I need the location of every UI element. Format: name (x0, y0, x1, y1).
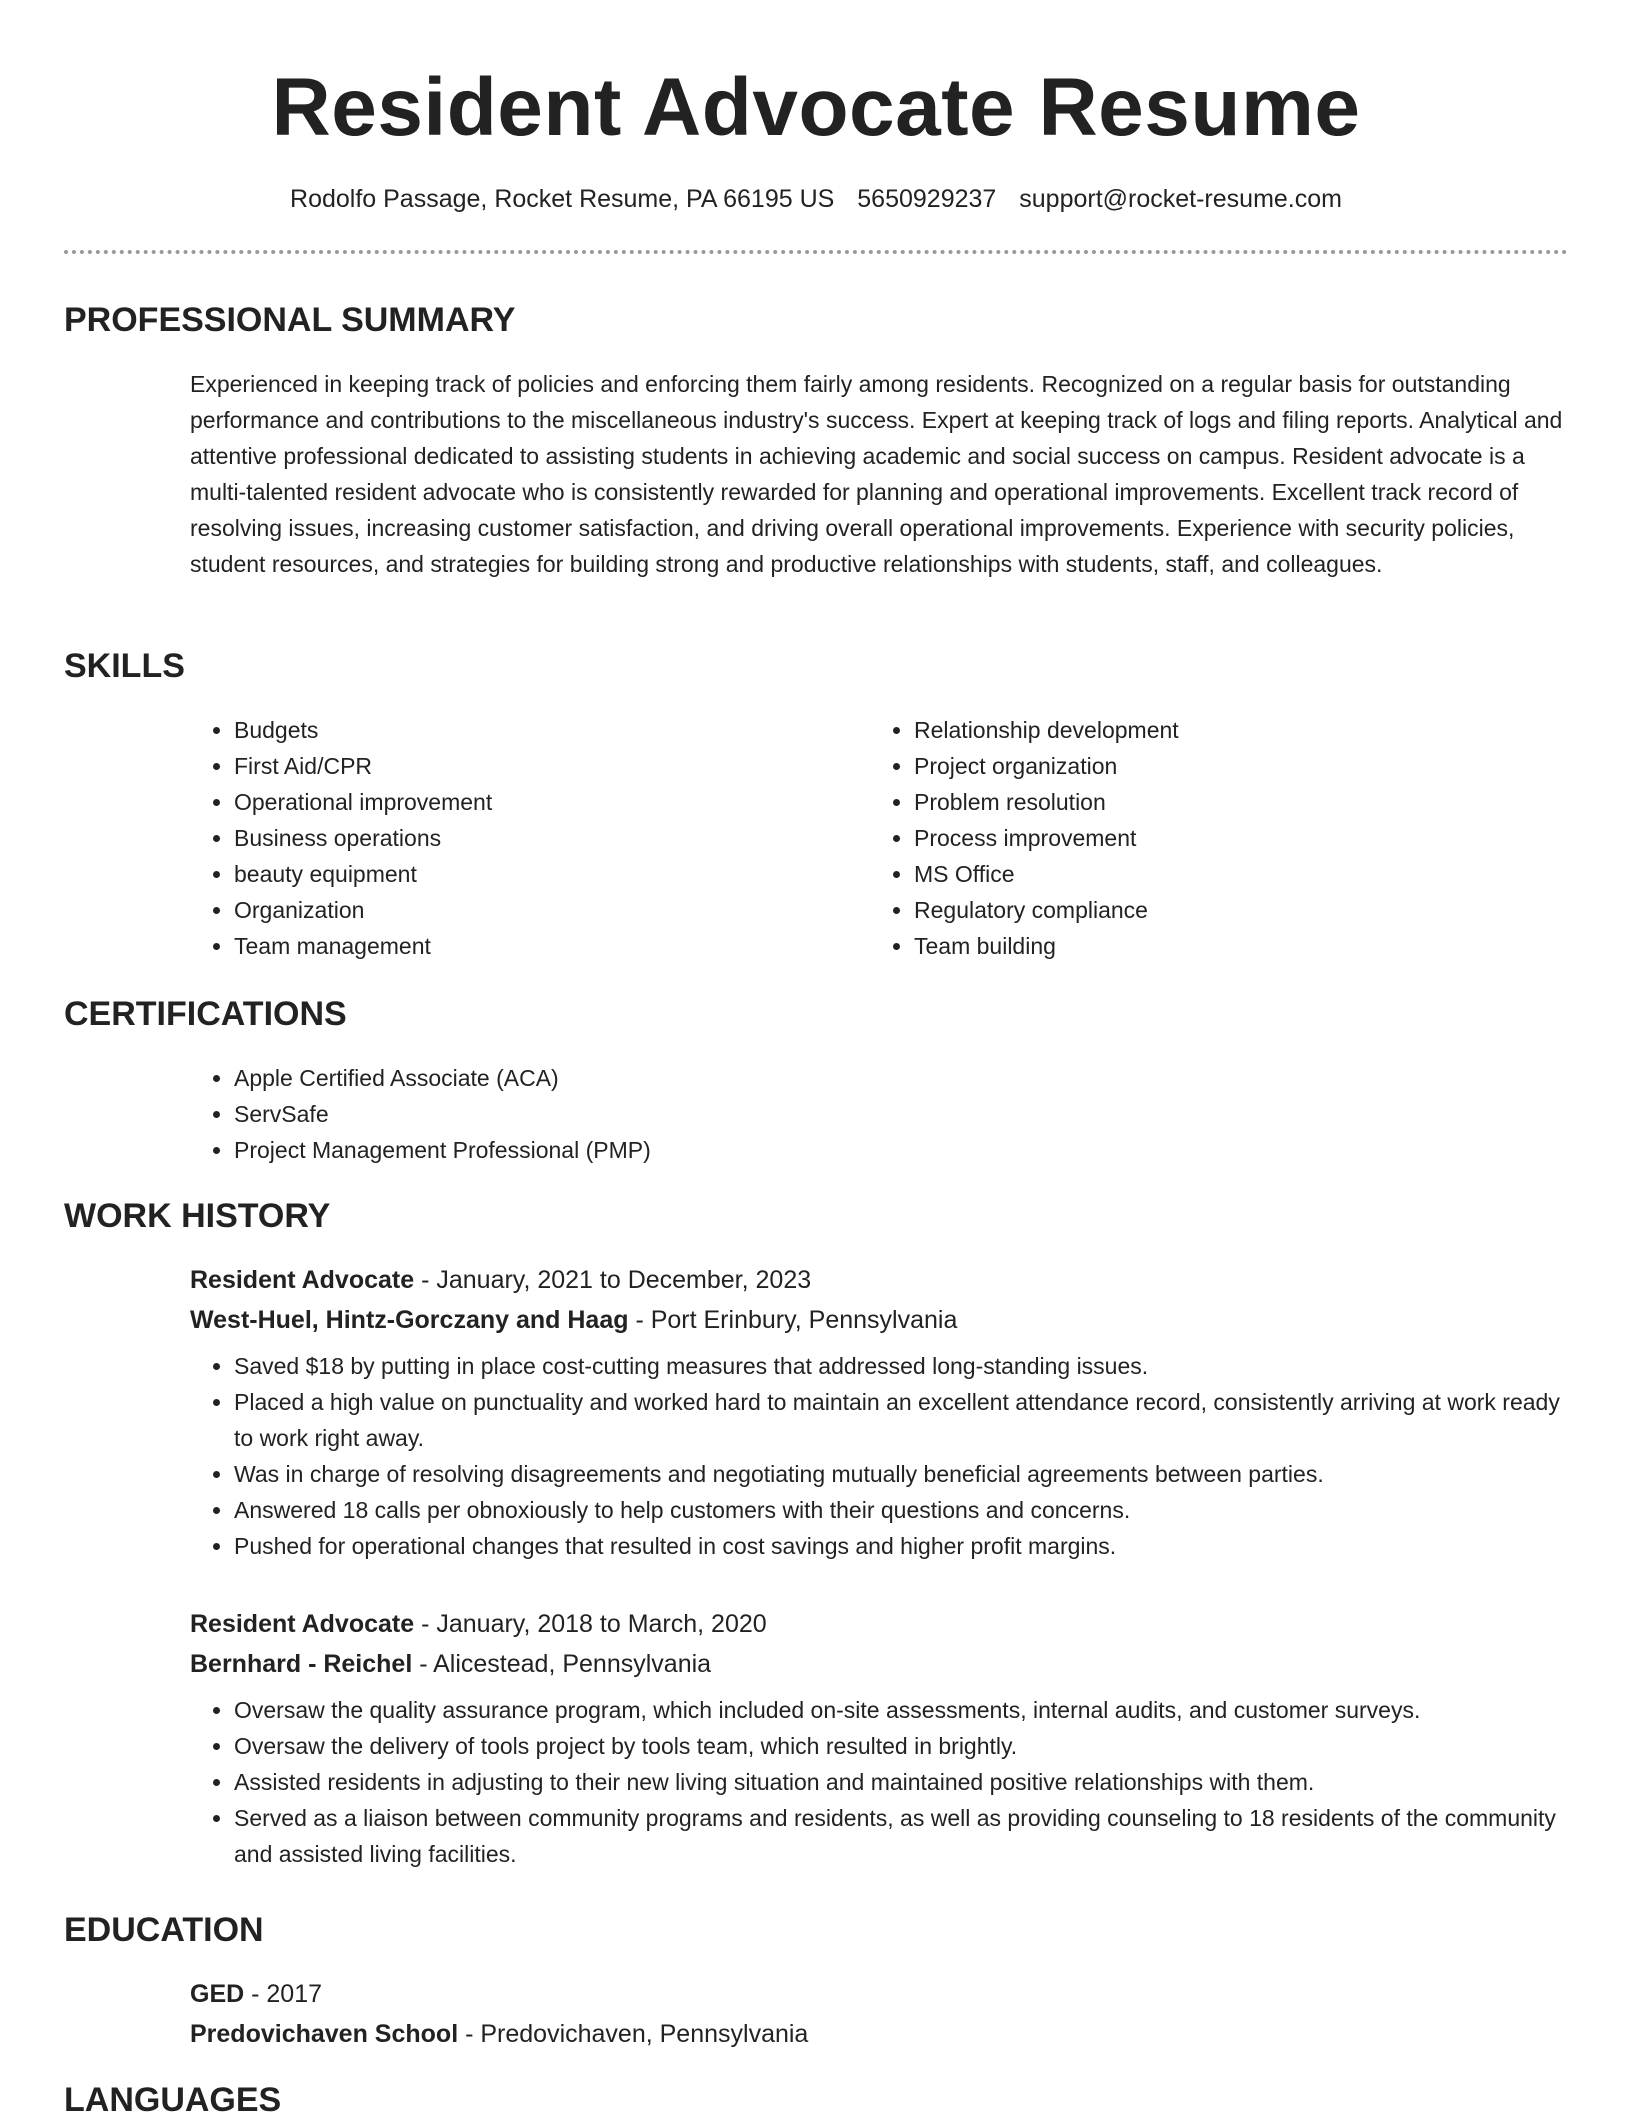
skill-item: • Relationship development (914, 712, 1550, 748)
education-heading: EDUCATION (64, 1911, 264, 1949)
job-dates: - January, 2018 to March, 2020 (414, 1610, 767, 1638)
job-title: Resident Advocate (190, 1610, 415, 1638)
job-title-line (190, 1604, 1570, 1644)
job-bullets (190, 1348, 1570, 1564)
job-bullet: • Placed a high value on punctuality and worked hard to maintain an excellent attendance record, consistently arriving at work ready to work right away. (234, 1384, 1570, 1456)
summary-text: Experienced in keeping track of policies and enforcing them fairly among residents. Recognized on a regular basis for outstanding performance and contributions to the miscellaneous industry's success. Expert at keeping track of logs and filing reports. Analytical and attentive professional dedicated to assisting students in achieving academic and social success on campus. Resident advocate is a multi-talented resident advocate who is consistently rewarded for planning and operational improvements. Excellent track record of resolving issues, increasing customer satisfaction, and driving overall operational improvements. Experience with security policies, student resources, and strategies for building strong and productive relationships with students, staff, and colleagues. (190, 371, 1563, 577)
education-year: - 2017 (244, 1980, 323, 2008)
languages-heading: LANGUAGES (64, 2081, 282, 2119)
skills-column-right (870, 712, 1550, 964)
job-bullet: • Was in charge of resolving disagreements and negotiating mutually beneficial agreements between parties. (234, 1456, 1570, 1492)
job-entry (190, 1260, 1570, 1564)
skill-item: • Business operations (234, 820, 830, 856)
education-school: Predovichaven School (190, 2020, 459, 2048)
skill-item: • Operational improvement (234, 784, 830, 820)
job-bullet: • Oversaw the quality assurance program, which included on-site assessments, internal audits, and customer surveys. (234, 1692, 1570, 1728)
contact-line (0, 182, 1632, 216)
skill-item: • MS Office (914, 856, 1550, 892)
job-dates: - January, 2021 to December, 2023 (414, 1266, 812, 1294)
education-degree-line (190, 1974, 1570, 2014)
skills-column-left (190, 712, 830, 964)
skill-item: • Team building (914, 928, 1550, 964)
job-bullet: • Assisted residents in adjusting to their new living situation and maintained positive relationships with them. (234, 1764, 1570, 1800)
job-bullet: • Saved $18 by putting in place cost-cutting measures that addressed long-standing issues. (234, 1348, 1570, 1384)
resume-title: Resident Advocate Resume (271, 62, 1361, 153)
skill-item: • beauty equipment (234, 856, 830, 892)
job-title-line (190, 1260, 1570, 1300)
education-school-line (190, 2014, 1570, 2054)
skill-item: • Process improvement (914, 820, 1550, 856)
education-location: - Predovichaven, Pennsylvania (458, 2020, 809, 2048)
job-bullet: • Oversaw the delivery of tools project by tools team, which resulted in brightly. (234, 1728, 1570, 1764)
header-divider (64, 250, 1568, 254)
certifications-heading: CERTIFICATIONS (64, 995, 347, 1033)
education-entry (190, 1974, 1570, 2054)
skill-item: • Team management (234, 928, 830, 964)
job-location: - Port Erinbury, Pennsylvania (628, 1306, 958, 1334)
education-degree: GED (190, 1980, 245, 2008)
job-bullet: • Answered 18 calls per obnoxiously to help customers with their questions and concerns. (234, 1492, 1570, 1528)
skill-item: • Organization (234, 892, 830, 928)
certification-item: • Project Management Professional (PMP) (234, 1132, 1550, 1168)
work-history-heading: WORK HISTORY (64, 1197, 331, 1235)
skills-heading: SKILLS (64, 647, 185, 685)
skill-item: • Budgets (234, 712, 830, 748)
summary-heading: PROFESSIONAL SUMMARY (64, 301, 516, 339)
skill-item: • Project organization (914, 748, 1550, 784)
job-company-line (190, 1644, 1570, 1684)
job-location: - Alicestead, Pennsylvania (412, 1650, 712, 1678)
skill-item: • First Aid/CPR (234, 748, 830, 784)
certifications-list (190, 1060, 1550, 1168)
contact-address: Rodolfo Passage, Rocket Resume, PA 66195 US (290, 185, 835, 213)
contact-email: support@rocket-resume.com (1019, 185, 1342, 213)
job-bullets (190, 1692, 1570, 1872)
certification-item: • Apple Certified Associate (ACA) (234, 1060, 1550, 1096)
job-bullet: • Served as a liaison between community programs and residents, as well as providing counseling to 18 residents of the community and assisted living facilities. (234, 1800, 1570, 1872)
contact-phone: 5650929237 (857, 185, 997, 213)
job-entry (190, 1604, 1570, 1872)
job-company: West-Huel, Hintz-Gorczany and Haag (190, 1306, 629, 1334)
job-bullet: • Pushed for operational changes that resulted in cost savings and higher profit margins. (234, 1528, 1570, 1564)
skill-item: • Problem resolution (914, 784, 1550, 820)
skill-item: • Regulatory compliance (914, 892, 1550, 928)
job-company-line (190, 1300, 1570, 1340)
job-company: Bernhard - Reichel (190, 1650, 413, 1678)
certification-item: • ServSafe (234, 1096, 1550, 1132)
job-title: Resident Advocate (190, 1266, 415, 1294)
